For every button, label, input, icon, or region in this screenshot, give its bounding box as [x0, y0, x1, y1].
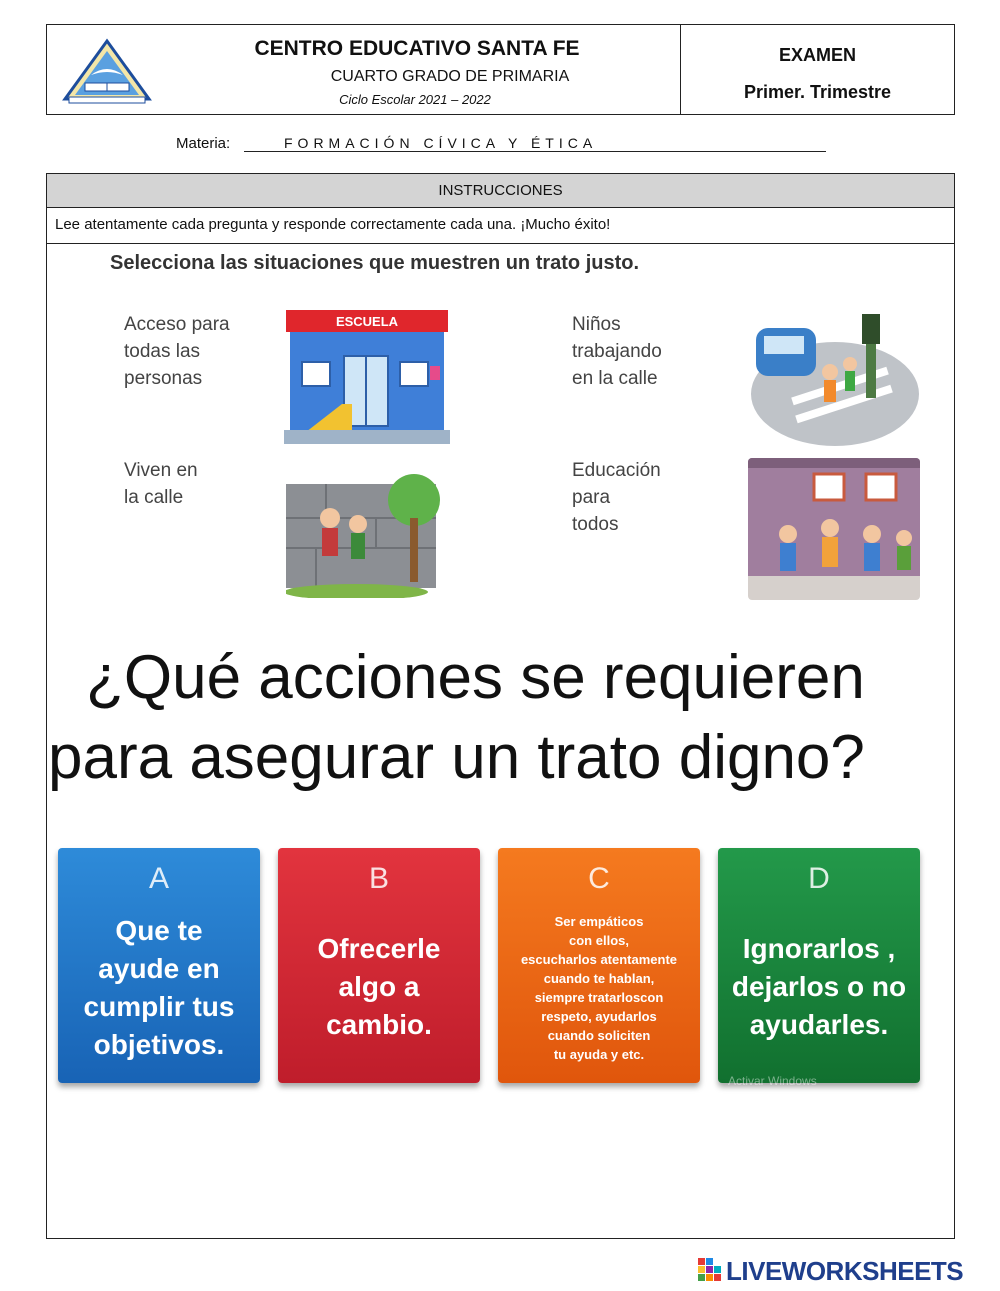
exam-header [46, 24, 955, 115]
option-line: Acceso para [124, 314, 230, 335]
answer-line: cumplir tus [83, 991, 235, 1022]
answer-line: cambio. [326, 1009, 432, 1040]
answer-card-d[interactable] [718, 848, 920, 1083]
answer-line: algo a [338, 971, 420, 1002]
subject-underline [244, 151, 826, 152]
option-label-education-all[interactable] [572, 457, 661, 538]
subject-label: Materia: [176, 135, 231, 152]
children-street-wall-icon[interactable] [286, 458, 446, 598]
answer-line: Ser empáticos [554, 914, 644, 929]
question-line-2: para asegurar un trato digno? [48, 723, 865, 792]
school-name: CENTRO EDUCATIVO SANTA FE [254, 37, 580, 60]
brand-name: LIVEWORKSHEETS [726, 1256, 964, 1286]
children-school-yard-icon[interactable] [748, 458, 920, 600]
answer-line: Ignorarlos , [742, 933, 896, 964]
school-crest-icon [61, 37, 153, 105]
question-line-1: ¿Qué acciones se requieren [86, 643, 865, 712]
option-label-access[interactable] [124, 311, 230, 392]
school-building-icon[interactable] [282, 308, 452, 448]
option-line: personas [124, 368, 203, 389]
instructions-separator [47, 243, 954, 244]
answer-line: ayudarles. [749, 1009, 889, 1040]
activity-title: Selecciona las situaciones que muestren un trato justo. [110, 252, 640, 274]
answer-line: respeto, ayudarlos [541, 1009, 657, 1024]
subject-value: FORMACIÓN CÍVICA Y ÉTICA [284, 135, 598, 151]
exam-label: EXAMEN [778, 45, 856, 65]
option-label-living-street[interactable] [124, 457, 198, 511]
option-line: para [572, 487, 611, 508]
answer-letter: B [368, 862, 389, 895]
answer-text [66, 912, 252, 1064]
answer-letter: A [148, 862, 169, 895]
option-line: la calle [124, 487, 184, 508]
option-line: todos [572, 514, 619, 535]
answer-line: Ofrecerle [317, 933, 441, 964]
answer-line: objetivos. [93, 1029, 225, 1060]
option-line: en la calle [572, 368, 658, 389]
option-line: Niños [572, 314, 621, 335]
answer-letter: D [808, 862, 830, 895]
answer-text [286, 930, 472, 1044]
instructions-heading: INSTRUCCIONES [47, 174, 954, 208]
question-text [48, 638, 948, 798]
school-cycle: Ciclo Escolar 2021 – 2022 [339, 92, 491, 107]
trimester-label: Primer. Trimestre [743, 82, 892, 102]
answer-line: Que te [115, 915, 203, 946]
school-sign-text: ESCUELA [335, 314, 399, 329]
answer-card-b[interactable] [278, 848, 480, 1083]
option-label-working-children[interactable] [572, 311, 662, 392]
option-line: Viven en [124, 460, 198, 481]
answer-line: cuando soliciten [547, 1028, 651, 1043]
answer-text [506, 912, 692, 1064]
answer-line: dejarlos o no [731, 971, 907, 1002]
option-line: trabajando [572, 341, 662, 362]
option-line: todas las [124, 341, 201, 362]
answer-line: cuando te hablan, [543, 971, 655, 986]
instructions-text: Lee atentamente cada pregunta y responde correctamente cada una. ¡Mucho éxito! [55, 216, 611, 233]
option-line: Educación [572, 460, 661, 481]
answer-line: ayude en [98, 953, 220, 984]
answer-line: siempre tratarloscon [534, 990, 664, 1005]
answer-text [726, 930, 912, 1044]
windows-activation-watermark: Activar Windows [728, 1074, 817, 1088]
answer-letter: C [588, 862, 610, 895]
children-street-crossing-icon[interactable] [750, 308, 920, 450]
answer-line: escucharlos atentamente [520, 952, 678, 967]
liveworksheets-logo-icon [698, 1258, 724, 1282]
grade-level: CUARTO GRADO DE PRIMARIA [330, 68, 570, 85]
answer-line: con ellos, [569, 933, 629, 948]
answer-line: tu ayuda y etc. [553, 1047, 645, 1062]
answer-card-c[interactable] [498, 848, 700, 1083]
answer-card-a[interactable] [58, 848, 260, 1083]
